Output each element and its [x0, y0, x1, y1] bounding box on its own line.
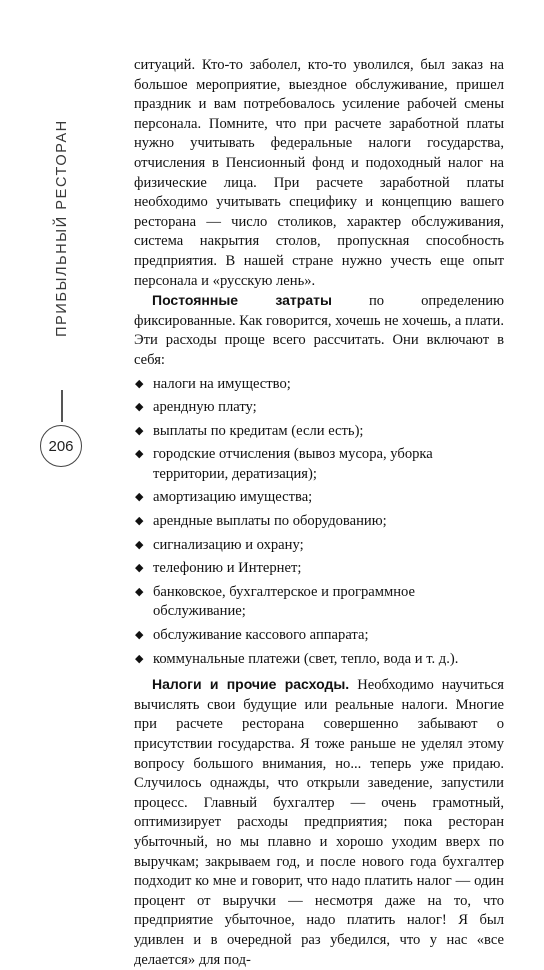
running-head-rule [61, 390, 63, 422]
fixed-costs-text: по определению фиксированные. Как говорится, хочешь не хочешь, а плати. Эти расходы проще всего рассчитать. Они включают в себя: [134, 293, 504, 368]
diamond-bullet-icon: ◆ [135, 652, 144, 665]
diamond-bullet-icon: ◆ [135, 491, 144, 504]
list-item: ◆ телефонию и Интернет; [134, 559, 504, 579]
page-number: 206 [40, 425, 82, 467]
list-item: ◆ сигнализацию и охрану; [134, 536, 504, 556]
taxes-text: Необходимо научиться вычислять свои будущие или реальные налоги. Многие при расчете ресторана совершенно забывают о присутствии государства. Я тоже раньше не уделял этому вопросу большого внимания, но... теперь уже придаю. Случилось однажды, что открыли заведение, запустили процесс. Главный бухгалтер — очень грамотный, оптимизирует расходы предприятия; пока ресторан убыточный, но мы плавно и хорошо уходим вверх по выручкам; закрываем год, и после нового года бухгалтер подходит ко мне и говорит, что надо платить налог — один процент от выручки — несмотря даже на то, что предприятие убыточное, надо платить налог! Я был удивлен и в очередной раз убедился, что у нас «все делается» для под- [134, 677, 504, 968]
running-head: ПРИБЫЛЬНЫЙ РЕСТОРАН [54, 119, 70, 337]
list-item: ◆ обслуживание кассового аппарата; [134, 626, 504, 646]
list-item: ◆ банковское, бухгалтерское и программное обслуживание; [135, 583, 416, 620]
fixed-costs-list [134, 375, 504, 670]
fixed-costs-heading: Постоянные затраты [152, 292, 332, 309]
diamond-bullet-icon: ◆ [135, 377, 144, 390]
list-item: ◆ арендную плату; [134, 398, 504, 418]
list-item: ◆ выплаты по кредитам (если есть); [134, 422, 504, 442]
taxes-paragraph [134, 675, 504, 970]
diamond-bullet-icon: ◆ [135, 538, 144, 551]
page-body [134, 56, 504, 970]
list-item: ◆ амортизацию имущества; [134, 488, 504, 508]
diamond-bullet-icon: ◆ [135, 585, 144, 598]
fixed-costs-paragraph [134, 291, 504, 370]
list-item: ◆ налоги на имущество; [134, 375, 504, 395]
list-item: ◆ городские отчисления (вывоз мусора, уборка территории, дератизация); [135, 446, 433, 482]
list-item: ◆ арендные выплаты по оборудованию; [134, 512, 504, 532]
diamond-bullet-icon: ◆ [135, 515, 144, 528]
intro-paragraph: ситуаций. Кто-то заболел, кто-то уволился, был заказ на большое мероприятие, выездное обслуживание, пришел праздник и вам потребовалось усиление рабочей смены персонала. Помните, что при расчете заработной платы нужно учитывать федеральные налоги государства, отчисления в Пенсионный фонд и подоходный налог на физические лица. При расчете заработной платы необходимо учитывать специфику и концепцию вашего ресторана — число столиков, характер обслуживания, система накрытия столов, пропускная способность предприятия. В нашей стране нужно учесть еще опыт персонала и «русскую лень». [134, 57, 504, 289]
list-item: ◆ коммунальные платежи (свет, тепло, вода и т. д.). [134, 650, 504, 670]
diamond-bullet-icon: ◆ [135, 401, 144, 414]
diamond-bullet-icon: ◆ [135, 562, 144, 575]
diamond-bullet-icon: ◆ [135, 448, 144, 461]
taxes-heading: Налоги и прочие расходы. [152, 676, 350, 693]
diamond-bullet-icon: ◆ [135, 424, 144, 437]
diamond-bullet-icon: ◆ [135, 629, 144, 642]
